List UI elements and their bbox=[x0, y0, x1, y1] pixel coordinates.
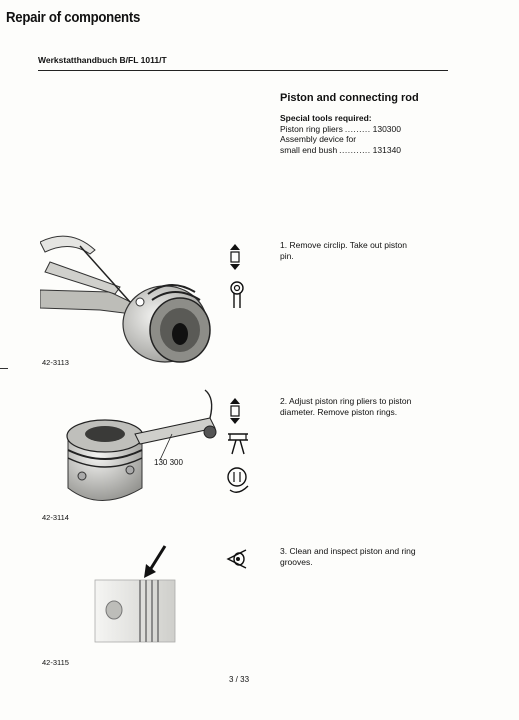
figure-42-3114-illustration bbox=[60, 388, 225, 513]
step-2-text: 2. Adjust piston ring pliers to piston diameter. Remove piston rings. bbox=[280, 396, 412, 417]
inspect-eye-icon bbox=[226, 548, 248, 570]
tool-row: Piston ring pliers ......... 130300 bbox=[280, 123, 401, 134]
step-1-text: 1. Remove circlip. Take out piston pin. bbox=[280, 240, 407, 261]
tool-number: 131340 bbox=[372, 144, 402, 155]
section-title: Piston and connecting rod bbox=[280, 92, 419, 104]
disassemble-arrows-icon bbox=[228, 398, 242, 424]
manual-title: Werkstatthandbuch B/FL 1011/T bbox=[38, 55, 167, 65]
margin-tick bbox=[0, 368, 8, 369]
page-number: 3 / 33 bbox=[229, 675, 250, 684]
tool-callout-label: 130 300 bbox=[154, 458, 183, 467]
circlip-icon bbox=[228, 280, 246, 310]
figure-42-3113-illustration bbox=[40, 232, 215, 367]
figure-number: 42-3115 bbox=[42, 658, 69, 667]
ring-adjust-icon bbox=[226, 466, 252, 496]
figure-number: 42-3114 bbox=[42, 513, 69, 522]
tool-row: small end bush ........... 131340 bbox=[280, 144, 402, 155]
page-title: Repair of components bbox=[6, 9, 141, 26]
tool-number: 130300 bbox=[372, 123, 401, 134]
figure-number: 42-3113 bbox=[42, 358, 69, 367]
tools-heading: Special tools required: bbox=[280, 113, 372, 123]
figure-42-3115-illustration bbox=[90, 544, 180, 649]
ring-pliers-icon bbox=[226, 430, 252, 456]
header-rule bbox=[38, 70, 448, 71]
disassemble-arrows-icon bbox=[228, 244, 242, 270]
special-tools bbox=[280, 113, 430, 155]
step-3-text: 3. Clean and inspect piston and ring grooves. bbox=[280, 546, 416, 567]
tool-row: Assembly device for bbox=[280, 134, 357, 144]
